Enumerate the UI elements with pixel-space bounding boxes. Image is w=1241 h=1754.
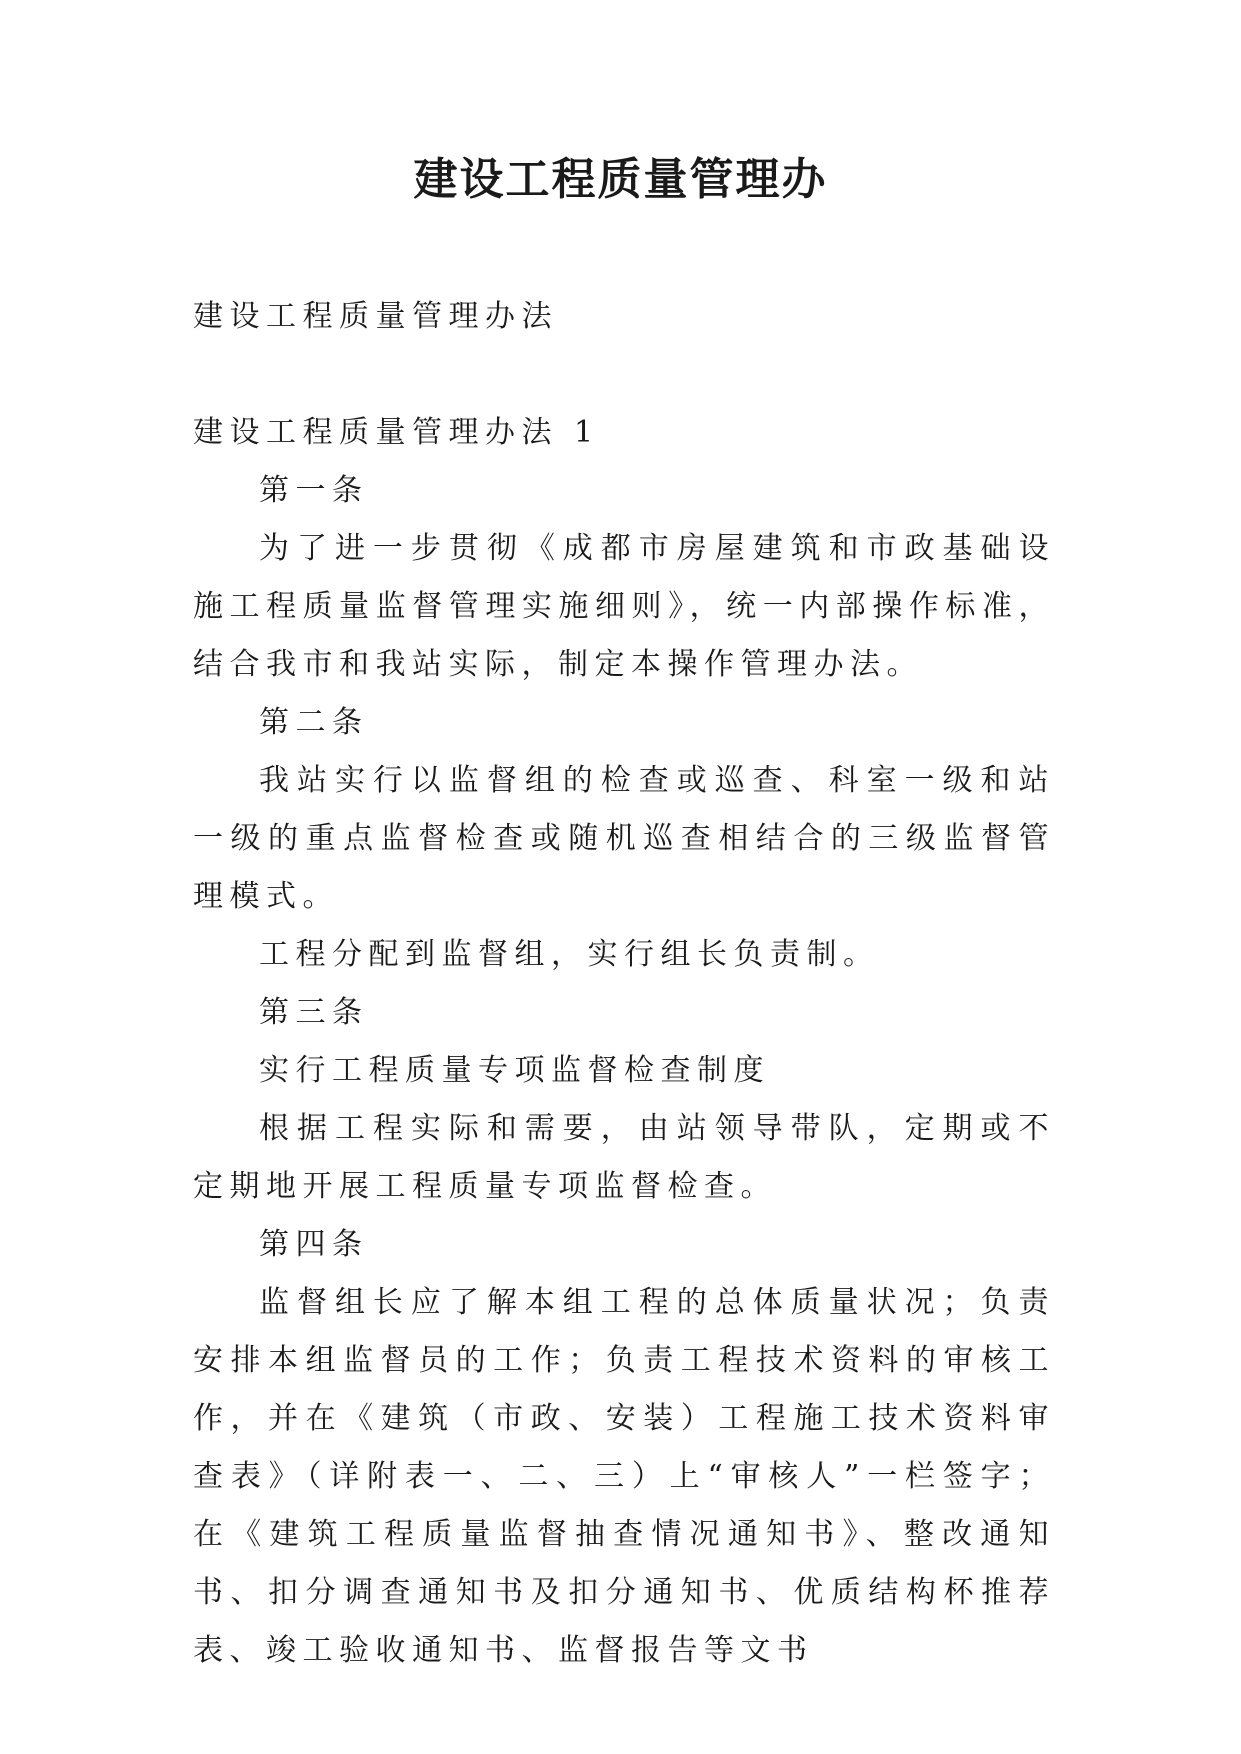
article-2-heading: 第二条 [259, 705, 369, 740]
article-4-text: 监督组长应了解本组工程的总体质量状况；负责安排本组监督员的工作；负责工程技术资料的审核工作，并在《建筑（市政、安装）工程施工技术资料审查表》（详附表一、二、三）上“审核人”一栏签字；在《建筑工程质量监督抽查情况通知书》、整改通知书、扣分调查通知书及扣分通知书、优质结构杯推荐表、竣工验收通知书、监督报告等文书 [193, 1285, 1055, 1668]
article-1-text: 为了进一步贯彻《成都市房屋建筑和市政基础设施工程质量监督管理实施细则》，统一内部操作标准，结合我市和我站实际，制定本操作管理办法。 [193, 531, 1055, 682]
article-2-text-2: 工程分配到监督组，实行组长负责制。 [259, 937, 880, 972]
article-3-text: 实行工程质量专项监督检查制度 [259, 1053, 770, 1088]
section-heading: 建设工程质量管理办法 1 [193, 415, 600, 450]
article-3-heading: 第三条 [259, 995, 369, 1030]
document-title: 建设工程质量管理办 [413, 154, 828, 205]
article-3-text-2: 根据工程实际和需要，由站领导带队，定期或不定期地开展工程质量专项监督检查。 [193, 1111, 1055, 1204]
article-2-text: 我站实行以监督组的检查或巡查、科室一级和站一级的重点监督检查或随机巡查相结合的三级监督管理模式。 [193, 763, 1055, 914]
document-subtitle: 建设工程质量管理办法 [193, 299, 558, 334]
document-body [193, 288, 1055, 1680]
article-4-heading: 第四条 [259, 1227, 369, 1262]
article-1-heading: 第一条 [259, 473, 369, 508]
